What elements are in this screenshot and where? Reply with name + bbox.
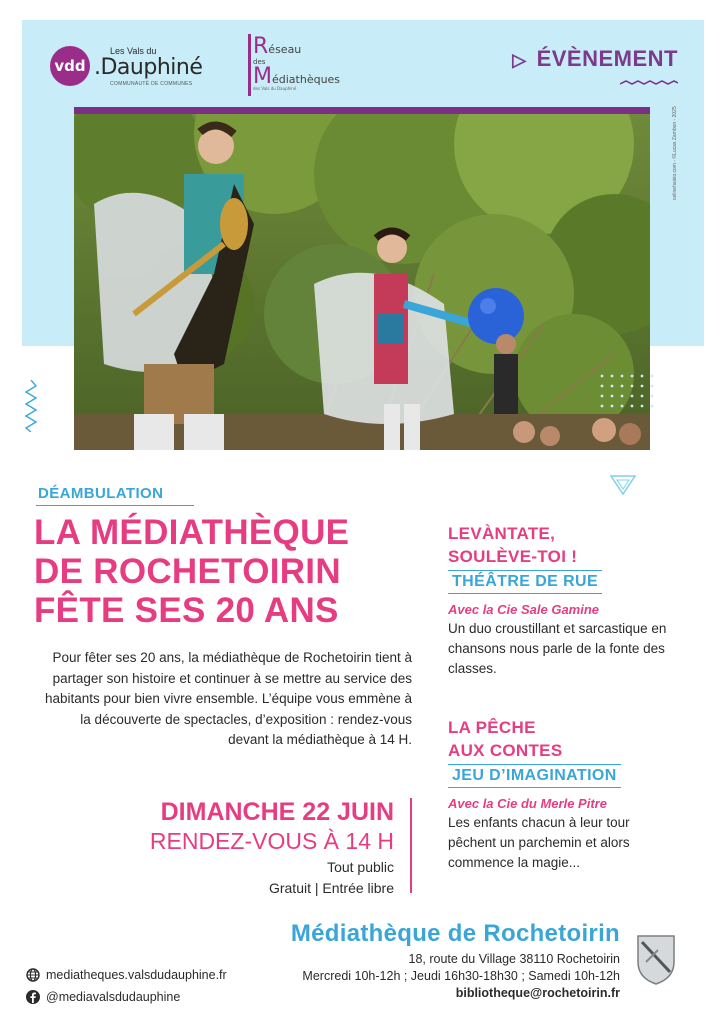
performers-illustration bbox=[74, 114, 650, 450]
reseau-bar bbox=[248, 34, 251, 96]
event-price: Gratuit | Entrée libre bbox=[268, 880, 394, 896]
activity-company: Avec la Cie du Merle Pitre bbox=[448, 796, 607, 811]
squiggle-icon bbox=[24, 380, 38, 432]
facebook-row[interactable] bbox=[26, 986, 227, 1008]
vdd-small-text: Les Vals du bbox=[110, 46, 157, 56]
wave-icon bbox=[620, 80, 678, 88]
reseau-line-3: Médiathèques bbox=[253, 64, 341, 89]
reseau-line-1: Réseau bbox=[253, 34, 302, 59]
contacts bbox=[26, 964, 227, 1008]
main-title bbox=[34, 513, 414, 630]
library-info bbox=[302, 951, 620, 1002]
vdd-monogram: vdd bbox=[50, 46, 90, 86]
date-block bbox=[60, 797, 394, 899]
library-email[interactable]: bibliotheque@rochetoirin.fr bbox=[455, 986, 620, 1000]
photo-credit: celinehaisio.com - ©Lucas Zambon - 2025 bbox=[672, 106, 678, 200]
library-hours: Mercredi 10h-12h ; Jeudi 16h30-18h30 ; Samedi 10h-12h bbox=[302, 969, 620, 983]
vdd-name: .Dauphiné bbox=[94, 55, 203, 80]
vdd-logo bbox=[50, 44, 210, 88]
title-line: LA MÉDIATHÈQUE bbox=[34, 513, 350, 552]
activity-description: Les enfants chacun à leur tour pêchent un parchemin et alors commence la magie... bbox=[448, 815, 630, 870]
vdd-tagline: COMMUNAUTÉ DE COMMUNES bbox=[110, 81, 193, 87]
play-icon: ▷ bbox=[512, 50, 527, 70]
reseau-logo bbox=[248, 34, 358, 98]
reseau-line-4: des Vals du Dauphiné bbox=[253, 86, 297, 91]
activity-description: Un duo croustillant et sarcastique en chansons nous parle de la fonte des classes. bbox=[448, 621, 667, 676]
intro-paragraph: Pour fêter ses 20 ans, la médiathèque de Rochetoirin tient à partager son histoire et continuer à se mettre au service des habitants pour bien vivre ensemble. L’équipe vous emmène à la découverte de spectacles, d’exposition : rendez-vous devant la médiathèque à 14 H. bbox=[45, 650, 412, 748]
activity-company: Avec la Cie Sale Gamine bbox=[448, 602, 600, 617]
event-time: RENDEZ-VOUS À 14 H bbox=[149, 828, 394, 854]
activity-title: LA PÊCHE AUX CONTES bbox=[448, 718, 563, 760]
activity-type: THÉÂTRE DE RUE bbox=[448, 570, 602, 594]
category-underline bbox=[36, 505, 194, 506]
activity-1 bbox=[448, 522, 678, 679]
title-line: DE ROCHETOIRIN bbox=[34, 552, 341, 591]
crest-icon bbox=[636, 932, 676, 986]
website-row[interactable] bbox=[26, 964, 227, 986]
activity-title: LEVÀNTATE, SOULÈVE-TOI ! bbox=[448, 524, 578, 566]
activity-2 bbox=[448, 716, 678, 873]
website-link[interactable]: mediatheques.valsdudauphine.fr bbox=[46, 968, 227, 982]
facebook-handle[interactable]: @mediavalsdudauphine bbox=[46, 990, 181, 1004]
library-name: Médiathèque de Rochetoirin bbox=[290, 920, 620, 947]
category-label: DÉAMBULATION bbox=[38, 485, 164, 502]
event-date: DIMANCHE 22 JUIN bbox=[160, 798, 394, 826]
photo-top-bar bbox=[74, 107, 650, 114]
hero-photo bbox=[74, 114, 650, 450]
date-divider bbox=[410, 798, 412, 893]
triangle-icon bbox=[610, 474, 636, 496]
activity-type: JEU D’IMAGINATION bbox=[448, 764, 621, 788]
title-line: FÊTE SES 20 ANS bbox=[34, 591, 339, 630]
event-tag bbox=[512, 46, 678, 72]
dot-grid-icon bbox=[598, 372, 658, 412]
event-audience: Tout public bbox=[327, 859, 394, 875]
library-address: 18, route du Village 38110 Rochetoirin bbox=[408, 952, 620, 966]
globe-icon bbox=[26, 968, 40, 982]
facebook-icon bbox=[26, 990, 40, 1004]
reseau-line-2: des bbox=[253, 58, 266, 66]
event-label: ÉVÈNEMENT bbox=[536, 46, 678, 71]
